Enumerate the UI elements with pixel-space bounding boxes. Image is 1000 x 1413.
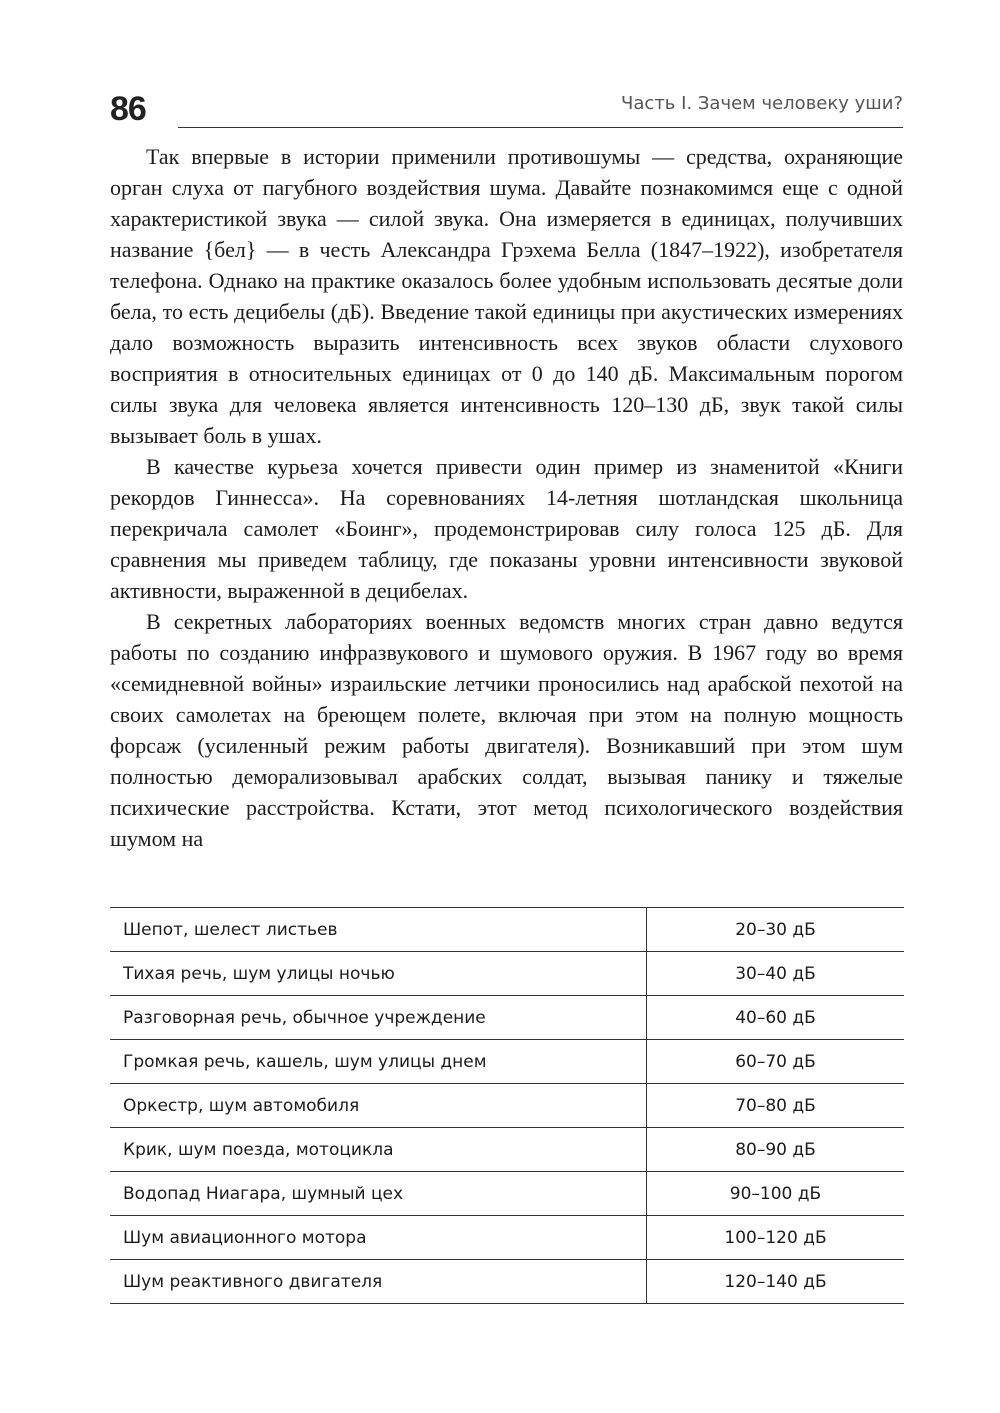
table-row — [110, 908, 904, 952]
table-cell-level: 120–140 дБ — [647, 1260, 905, 1304]
table-cell-source: Шум авиационного мотора — [110, 1216, 647, 1260]
table-cell-level: 30–40 дБ — [647, 952, 905, 996]
table-row — [110, 996, 904, 1040]
table-row — [110, 1084, 904, 1128]
running-title: Часть I. Зачем человеку уши? — [621, 93, 903, 114]
table-row — [110, 1040, 904, 1084]
table-row — [110, 1216, 904, 1260]
table-cell-level: 40–60 дБ — [647, 996, 905, 1040]
sound-level-table — [110, 907, 904, 1304]
table-row — [110, 952, 904, 996]
paragraph: В качестве курьеза хочется привести один пример из знаменитой «Книги рекордов Гиннесса». На соревнованиях 14-летняя шотландская школьница перекричала самолет «Боинг», продемонстрировав силу голоса 125 дБ. Для сравнения мы приведем таблицу, где показаны уровни интенсивности звуковой активности, выраженной в децибелах. — [110, 454, 903, 603]
table-cell-source: Тихая речь, шум улицы ночью — [110, 952, 647, 996]
table-cell-level: 80–90 дБ — [647, 1128, 905, 1172]
table-cell-source: Крик, шум поезда, мотоцикла — [110, 1128, 647, 1172]
table-row — [110, 1260, 904, 1304]
table-row — [110, 1172, 904, 1216]
table-row — [110, 1128, 904, 1172]
table-cell-source: Громкая речь, кашель, шум улицы днем — [110, 1040, 647, 1084]
paragraph: В секретных лабораториях военных ведомств многих стран давно ведутся работы по созданию инфразвукового и шумового оружия. В 1967 году во время «семидневной войны» израильские летчики проносились над арабской пехотой на своих самолетах на бреющем полете, включая при этом на полную мощность форсаж (усиленный режим работы двигателя). Возникавший при этом шум полностью деморализовывал арабских солдат, вызывая панику и тяжелые психические расстройства. Кстати, этот метод психологического воздействия шумом на — [110, 609, 903, 851]
table-cell-level: 70–80 дБ — [647, 1084, 905, 1128]
paragraph: Так впервые в истории применили противошумы — средства, охраняющие орган слуха от пагубного воздействия шума. Давайте познакомимся еще с одной характеристикой звука — силой звука. Она измеряется в единицах, получивших название {бел} — в честь Александра Грэхема Белла (1847–1922), изобретателя телефона. Однако на практике оказалось более удобным использовать десятые доли бела, то есть децибелы (дБ). Введение такой единицы при акустических измерениях дало возможность выразить интенсивность всех звуков области слухового восприятия в относительных единицах от 0 до 140 дБ. Максимальным порогом силы звука для человека является интенсивность 120–130 дБ, звук такой силы вызывает боль в ушах. — [110, 144, 903, 448]
table-cell-source: Разговорная речь, обычное учреждение — [110, 996, 647, 1040]
table-cell-level: 20–30 дБ — [647, 908, 905, 952]
table-cell-source: Оркестр, шум автомобиля — [110, 1084, 647, 1128]
table-cell-source: Водопад Ниагара, шумный цех — [110, 1172, 647, 1216]
table-cell-level: 60–70 дБ — [647, 1040, 905, 1084]
header-rule — [178, 127, 903, 128]
body-text — [110, 141, 903, 854]
page-number: 86 — [110, 90, 146, 128]
table-cell-level: 90–100 дБ — [647, 1172, 905, 1216]
table-cell-source: Шум реактивного двигателя — [110, 1260, 647, 1304]
table-cell-level: 100–120 дБ — [647, 1216, 905, 1260]
table-cell-source: Шепот, шелест листьев — [110, 908, 647, 952]
